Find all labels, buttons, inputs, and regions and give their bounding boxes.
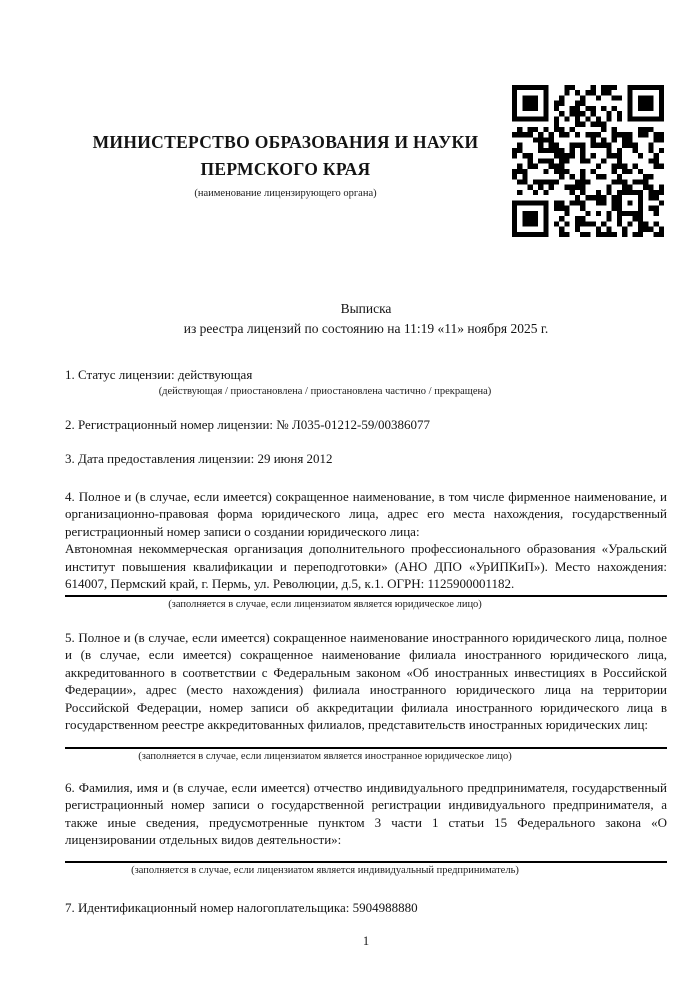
fill-line-individual-entrepreneur [65, 861, 667, 863]
grant-date-text: 3. Дата предоставления лицензии: 29 июня 2012 [65, 451, 333, 466]
foreign-entity-caption: (заполняется в случае, если лицензиатом является иностранное юридическое лицо) [138, 750, 512, 762]
individual-entrepreneur-caption: (заполняется в случае, если лицензиатом является индивидуальный предприниматель) [131, 864, 519, 876]
field-license-status [65, 366, 667, 398]
legal-entity-value: Автономная некоммерческая организация дополнительного профессионального образования «Уральский институт повышения квалификации и переподготовки» (АНО ДПО «УрИПКиП»). Место нахождения: 614007, Пермский край, г. Пермь, ул. Революции, д.5, к.1. ОГРН: 1125900001182. [65, 541, 667, 591]
field-registration-number [65, 416, 667, 434]
document-title-line1: Выписка [340, 301, 392, 316]
field-individual-entrepreneur [65, 779, 667, 877]
ministry-name-line2: ПЕРМСКОГО КРАЯ [200, 159, 371, 179]
registration-number-text: 2. Регистрационный номер лицензии: № Л035-01212-59/00386077 [65, 416, 431, 432]
fill-line-foreign-entity [65, 747, 667, 749]
field-legal-entity [65, 488, 667, 611]
license-status-text: 1. Статус лицензии: действующая [65, 367, 253, 382]
field-grant-date [65, 450, 667, 468]
foreign-entity-label: 5. Полное и (в случае, если имеется) сокращенное наименование иностранного юридического лица, полное и (в случае, если имеется) сокращенное наименование филиала иностранного юридического лица, аккредитованного в соответствии с Федеральным законом «Об иностранных инвестициях в Российской Федерации», адрес (место нахождения) филиала иностранного юридического лица на территории Российской Федерации, номер записи об аккредитации филиала иностранного юридического лица в государственном реестре аккредитованных филиалов, представительств иностранных юридических лиц: [65, 629, 667, 732]
qr-code [512, 85, 664, 237]
document-title [65, 299, 667, 339]
ministry-name [65, 129, 506, 183]
document-title-line2: из реестра лицензий по состоянию на 11:19 «11» ноября 2025 г. [183, 321, 549, 336]
ministry-caption: (наименование лицензирующего органа) [194, 188, 377, 199]
fill-line-legal-entity [65, 595, 667, 597]
individual-entrepreneur-label: 6. Фамилия, имя и (в случае, если имеется) отчество индивидуального предпринимателя, государственный регистрационный номер записи о государственной регистрации индивидуального предпринимателя, а также иные сведения, предусмотренные пунктом 3 части 1 статьи 15 Федерального закона «О лицензировании отдельных видов деятельности»: [65, 779, 667, 847]
document-header [65, 85, 664, 237]
license-status-caption: (действующая / приостановлена / приостановлена частично / прекращена) [158, 385, 492, 397]
licensing-authority-block [65, 85, 512, 200]
legal-entity-caption: (заполняется в случае, если лицензиатом является юридическое лицо) [168, 598, 482, 610]
legal-entity-label: 4. Полное и (в случае, если имеется) сокращенное наименование, в том числе фирменное наименование, и организационно-правовая форма юридического лица, адрес его места нахождения, государственный регистрационный номер записи о создании юридического лица: [65, 488, 667, 539]
ministry-name-line1: МИНИСТЕРСТВО ОБРАЗОВАНИЯ И НАУКИ [92, 132, 479, 152]
field-taxpayer-id [65, 899, 667, 917]
page-number: 1 [362, 934, 370, 948]
taxpayer-id-text: 7. Идентификационный номер налогоплательщика: 5904988880 [65, 899, 418, 915]
field-foreign-entity [65, 629, 667, 763]
